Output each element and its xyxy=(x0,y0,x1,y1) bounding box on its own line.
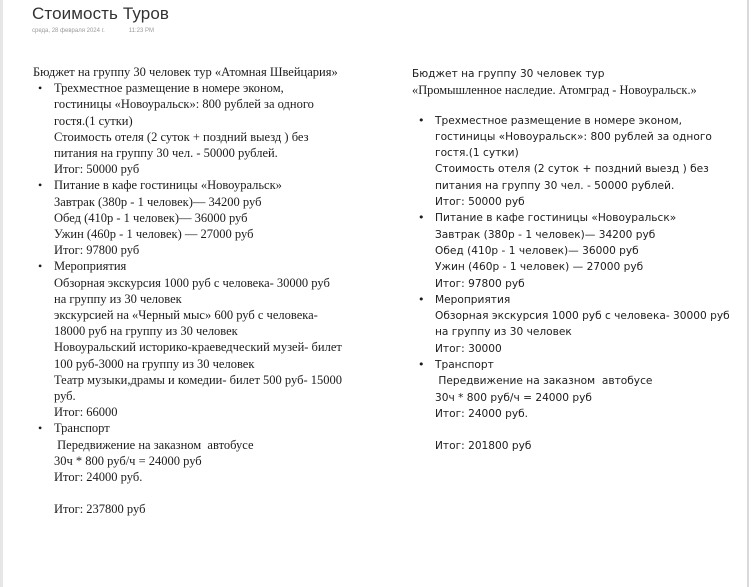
item-title: Транспорт xyxy=(435,359,494,372)
note-metadata xyxy=(32,28,154,34)
item-title: Трехместное размещение в номере эконом, гостиницы «Новоуральск»: 800 рублей за одного гостя.(1 сутки) xyxy=(54,81,314,128)
item-line: 30ч * 800 руб/ч = 24000 руб xyxy=(54,453,202,468)
note-date: среда, 28 февраля 2024 г. xyxy=(32,28,105,34)
bullet-icon: • xyxy=(418,211,425,225)
grand-total: Итог: 237800 руб xyxy=(54,502,146,517)
tour-budget-atomic-switzerland[interactable] xyxy=(33,64,343,517)
item-line: Обзорная экскурсия 1000 руб с человека- 30000 руб на группу из 30 человек xyxy=(54,275,330,306)
item-line: Ужин (460р - 1 человек) — 27000 руб xyxy=(54,227,254,242)
budget-heading xyxy=(412,66,742,99)
item-total: Итог: 97800 руб xyxy=(54,243,140,258)
list-item-transport xyxy=(38,420,343,485)
item-total: Итог: 50000 руб xyxy=(54,162,140,177)
list-item-accommodation xyxy=(38,80,343,177)
bullet-icon: • xyxy=(38,178,43,193)
item-line: Театр музыки,драмы и комедии- билет 500 руб- 15000 руб. xyxy=(54,372,343,404)
list-item-accommodation xyxy=(418,113,742,211)
item-line: Стоимость отеля (2 суток + поздний выезд ) без питания на группу 30 чел. - 50000 рублей. xyxy=(435,163,709,192)
budget-heading-line1: Бюджет на группу 30 человек тур xyxy=(412,68,605,80)
item-total: Итог: 24000 руб. xyxy=(54,470,143,485)
item-line: Завтрак (380р - 1 человек)— 34200 руб xyxy=(435,228,656,241)
tour-budget-industrial-heritage[interactable] xyxy=(412,66,742,455)
page-scrollbar-track[interactable] xyxy=(747,0,749,587)
bullet-icon: • xyxy=(38,81,43,96)
item-total: Итог: 66000 xyxy=(54,405,118,420)
item-line: Новоуральский историко-краеведческий музей- билет 100 руб-3000 на группу из 30 человек xyxy=(54,340,342,371)
note-title[interactable]: Стоимость Туров xyxy=(32,4,170,23)
list-item-food xyxy=(418,210,742,291)
item-line: Ужин (460р - 1 человек) — 27000 руб xyxy=(435,261,644,274)
item-line: Стоимость отеля (2 суток + поздний выезд ) без питания на группу 30 чел. - 50000 рублей. xyxy=(54,129,309,161)
item-total: Итог: 30000 xyxy=(435,342,502,355)
bullet-icon: • xyxy=(38,259,43,274)
item-line: 30ч * 800 руб/ч = 24000 руб xyxy=(435,391,592,404)
item-line: Передвижение на заказном автобусе xyxy=(54,437,254,452)
grand-total: Итог: 201800 руб xyxy=(435,440,532,453)
budget-heading: Бюджет на группу 30 человек тур «Атомная Швейцария» xyxy=(33,65,338,79)
item-title: Мероприятия xyxy=(435,293,511,306)
budget-heading-line2: «Промышленное наследие. Атомград - Новоуральск.» xyxy=(412,83,697,98)
list-item-events xyxy=(418,292,742,357)
list-item-food xyxy=(38,177,343,258)
bullet-icon: • xyxy=(418,113,425,127)
note-time: 11:23 PM xyxy=(128,28,154,34)
item-line: Обзорная экскурсия 1000 руб с человека- 30000 руб на группу из 30 человек xyxy=(435,310,730,339)
page-left-border xyxy=(0,0,3,587)
item-line: Завтрак (380р - 1 человек)— 34200 руб xyxy=(54,194,262,209)
item-line: Обед (410р - 1 человек)— 36000 руб xyxy=(435,244,639,257)
item-title: Питание в кафе гостиницы «Новоуральск» xyxy=(54,178,282,193)
bullet-icon: • xyxy=(418,292,425,306)
budget-list xyxy=(33,80,343,485)
item-title: Питание в кафе гостиницы «Новоуральск» xyxy=(435,212,677,225)
item-line: экскурсией на «Черный мыс» 600 руб с человека- 18000 руб на группу из 30 человек xyxy=(54,308,318,339)
item-title: Мероприятия xyxy=(54,259,127,274)
item-total: Итог: 50000 руб xyxy=(435,196,525,209)
bullet-icon: • xyxy=(38,421,43,436)
item-line: Передвижение на заказном автобусе xyxy=(435,375,653,388)
list-item-events xyxy=(38,258,343,420)
budget-list xyxy=(412,113,742,423)
item-title: Трехместное размещение в номере эконом, гостиницы «Новоуральск»: 800 рублей за одного гостя.(1 сутки) xyxy=(435,114,712,160)
item-line: Обед (410р - 1 человек)— 36000 руб xyxy=(54,210,248,225)
item-total: Итог: 24000 руб. xyxy=(435,407,529,420)
item-title: Транспорт xyxy=(54,421,110,436)
bullet-icon: • xyxy=(418,358,425,372)
item-total: Итог: 97800 руб xyxy=(435,277,525,290)
list-item-transport xyxy=(418,357,742,422)
